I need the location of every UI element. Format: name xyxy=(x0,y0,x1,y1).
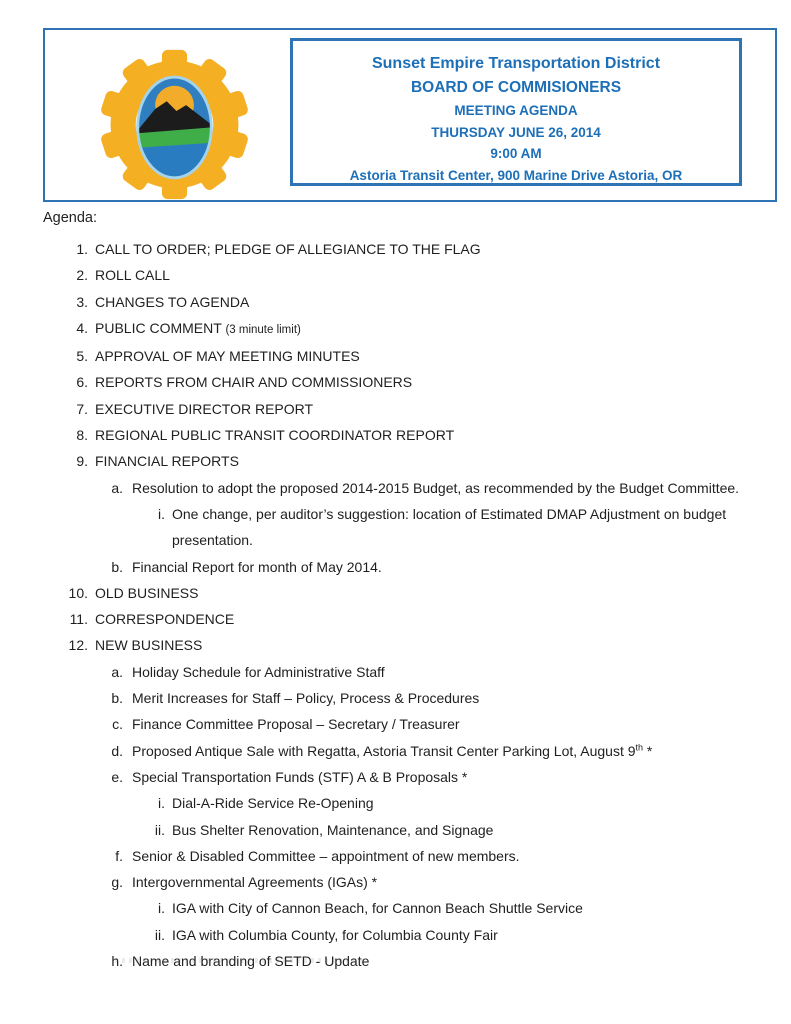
agenda-item xyxy=(0,396,760,422)
agenda-item-text: NEW BUSINESS xyxy=(95,637,203,654)
board-title: BOARD OF COMMISIONERS xyxy=(410,79,622,96)
agenda-item-marker: 1. xyxy=(76,241,88,257)
agenda-item-marker: c. xyxy=(112,716,123,733)
agenda-item xyxy=(0,685,760,711)
agenda-item-text: Proposed Antique Sale with Regatta, Astoria Transit Center Parking Lot, August 9th * xyxy=(132,741,653,759)
agenda-item-text: PUBLIC COMMENT (3 minute limit) xyxy=(95,319,301,336)
agenda-item-text: REPORTS FROM CHAIR AND COMMISSIONERS xyxy=(95,374,413,391)
agenda-item-text: Name and branding of SETD - Update xyxy=(132,953,370,970)
agenda-item xyxy=(0,448,760,474)
meeting-time: 9:00 AM xyxy=(490,146,542,161)
meeting-date: THURSDAY JUNE 26, 2014 xyxy=(431,124,601,140)
agenda-item-text: Merit Increases for Staff – Policy, Process & Procedures xyxy=(132,690,480,707)
agenda-item xyxy=(0,632,760,658)
agenda-item-text: APPROVAL OF MAY MEETING MINUTES xyxy=(95,348,360,365)
agenda-item-marker: 8. xyxy=(76,427,88,444)
agenda-item-marker: 10. xyxy=(68,584,88,601)
agenda-item xyxy=(0,817,760,843)
agenda-item-text: Senior & Disabled Committee – appointment of new members. xyxy=(132,847,520,864)
agenda-item-text: Holiday Schedule for Administrative Staff xyxy=(132,663,385,680)
agenda-item-text: EXECUTIVE DIRECTOR REPORT xyxy=(95,400,314,417)
agenda-item-text: OLD BUSINESS xyxy=(95,584,199,601)
agenda-item-marker: 5. xyxy=(76,348,88,365)
agenda-item xyxy=(0,869,760,895)
agenda-item-text: IGA with City of Cannon Beach, for Cannon Beach Shuttle Service xyxy=(172,900,583,917)
agenda-item xyxy=(0,289,760,315)
agenda-item xyxy=(0,315,760,343)
agenda-item-marker: d. xyxy=(111,742,123,759)
agenda-item-marker: a. xyxy=(111,663,123,680)
agenda-item xyxy=(0,475,760,501)
agenda-item-text: Finance Committee Proposal – Secretary / Treasurer xyxy=(132,716,460,733)
agenda-item-text: FINANCIAL REPORTS xyxy=(95,453,239,470)
agenda-item-marker: 9. xyxy=(76,453,88,470)
agenda-item-marker: 2. xyxy=(76,267,88,284)
agenda-item-text: Special Transportation Funds (STF) A & B Proposals * xyxy=(132,768,468,785)
agenda-label: Agenda: xyxy=(43,210,98,226)
agenda-item-text: REGIONAL PUBLIC TRANSIT COORDINATOR REPORT xyxy=(95,427,455,444)
agenda-item xyxy=(0,554,760,580)
clipped-next-line-artifact xyxy=(115,958,365,963)
agenda-item xyxy=(0,422,760,448)
header-banner xyxy=(43,28,777,202)
agenda-item xyxy=(0,711,760,737)
header-title-box xyxy=(290,38,742,186)
agenda-item-marker: f. xyxy=(115,847,123,864)
agenda-item-text: One change, per auditor’s suggestion: location of Estimated DMAP Adjustment on budget presentation. xyxy=(172,505,727,549)
meeting-address: Astoria Transit Center, 900 Marine Drive Astoria, OR xyxy=(349,167,683,183)
agenda-item-marker: i. xyxy=(158,900,165,917)
agenda-item-marker: ii. xyxy=(154,926,165,943)
agenda-item-text: ROLL CALL xyxy=(95,267,170,284)
agenda-item-marker: ii. xyxy=(154,821,165,838)
agenda-item-marker: e. xyxy=(111,768,123,785)
agenda-item-marker: b. xyxy=(111,558,123,575)
agenda-item-marker: h. xyxy=(111,953,123,970)
org-name: Sunset Empire Transportation District xyxy=(371,55,661,72)
agenda-item xyxy=(0,843,760,869)
agenda-item-marker: b. xyxy=(111,690,123,707)
agenda-item-text: Intergovernmental Agreements (IGAs) * xyxy=(132,874,378,891)
agenda-item xyxy=(0,262,760,288)
agenda-item xyxy=(0,501,760,554)
agenda-item-text: IGA with Columbia County, for Columbia County Fair xyxy=(172,926,498,943)
transit-district-logo-icon xyxy=(97,47,252,202)
agenda-item xyxy=(0,659,760,685)
agenda-item xyxy=(0,922,760,948)
agenda-body xyxy=(0,208,760,974)
meeting-type: MEETING AGENDA xyxy=(454,103,578,118)
agenda-item-marker: g. xyxy=(111,874,123,891)
agenda-item xyxy=(0,895,760,921)
agenda-item xyxy=(0,790,760,816)
agenda-item-marker: 3. xyxy=(76,293,88,310)
agenda-item xyxy=(0,236,760,262)
agenda-item-marker: a. xyxy=(111,479,123,496)
agenda-item xyxy=(0,948,760,974)
agenda-item xyxy=(0,580,760,606)
agenda-item xyxy=(0,343,760,369)
agenda-item xyxy=(0,606,760,632)
agenda-item-text: CORRESPONDENCE xyxy=(95,611,235,628)
agenda-list xyxy=(0,236,760,974)
agenda-item xyxy=(0,764,760,790)
agenda-item-text: CALL TO ORDER; PLEDGE OF ALLEGIANCE TO THE FLAG xyxy=(95,241,481,257)
agenda-item-marker: i. xyxy=(158,795,165,812)
agenda-item-marker: 11. xyxy=(69,611,88,628)
agenda-item-text: CHANGES TO AGENDA xyxy=(95,293,250,310)
agenda-item xyxy=(0,369,760,395)
agenda-item-marker: i. xyxy=(158,505,165,522)
agenda-item-text: Dial-A-Ride Service Re-Opening xyxy=(172,795,374,812)
agenda-item-marker: 4. xyxy=(76,319,88,336)
agenda-item-marker: 6. xyxy=(76,374,88,391)
agenda-item-marker: 12. xyxy=(68,637,88,654)
agenda-item xyxy=(0,738,760,764)
agenda-item-text: Financial Report for month of May 2014. xyxy=(132,558,382,575)
agenda-item-text: Bus Shelter Renovation, Maintenance, and Signage xyxy=(172,821,494,838)
agenda-item-marker: 7. xyxy=(76,400,88,417)
agenda-item-text: Resolution to adopt the proposed 2014-2015 Budget, as recommended by the Budget Committee. xyxy=(132,479,740,496)
